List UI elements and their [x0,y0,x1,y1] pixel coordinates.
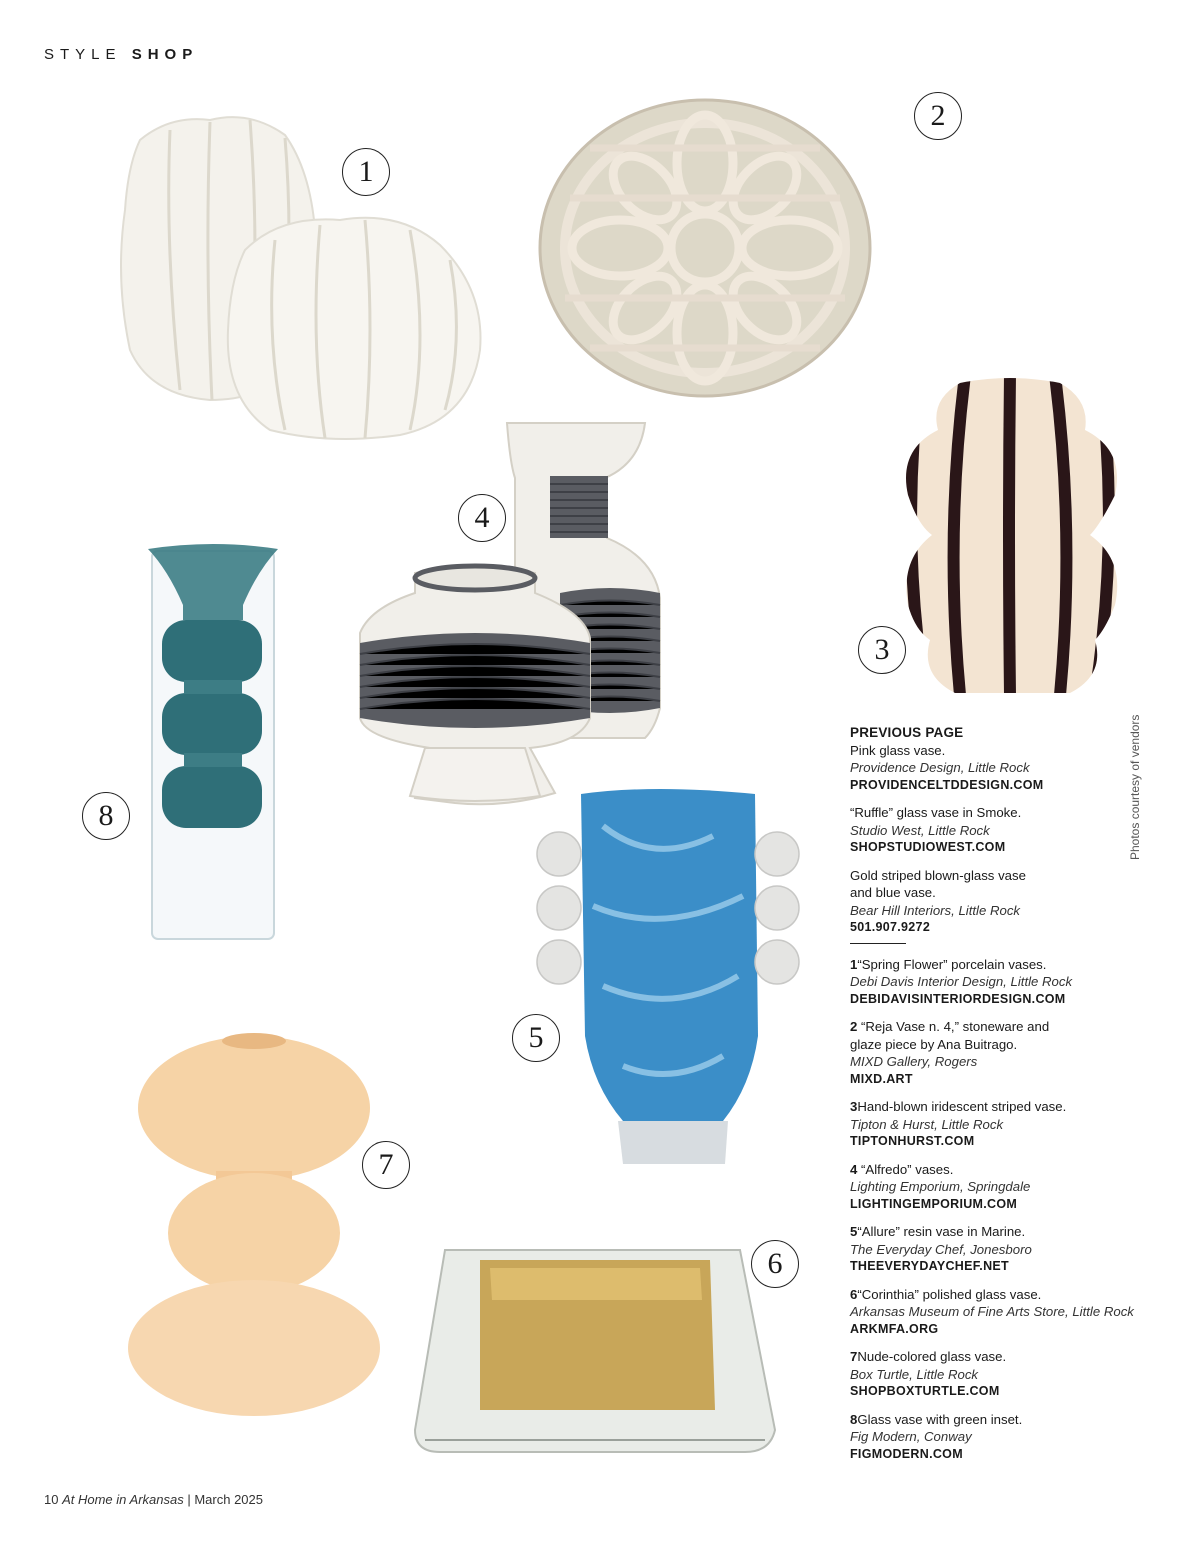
item-number: 1 [850,956,858,972]
item-description: Gold striped blown-glass vase and blue vase. [850,867,1026,900]
product-image-5 [533,786,803,1171]
previous-item [850,867,1150,937]
item-description: Hand-blown iridescent striped vase. [857,1099,1067,1114]
credit-item [850,1161,1150,1214]
item-url: 501.907.9272 [850,920,931,934]
item-store: Debi Davis Interior Design, Little Rock [850,974,1073,989]
previous-page-heading: PREVIOUS PAGE [850,725,964,740]
item-description: Nude-colored glass vase. [857,1349,1007,1364]
magazine-name: At Home in Arkansas [62,1492,184,1507]
item-description: “Spring Flower” porcelain vases. [857,956,1047,972]
item-store: Lighting Emporium, Springdale [850,1179,1031,1194]
credits-column [850,724,1150,1473]
product-image-4 [355,418,665,803]
badge-1: 1 [342,148,390,196]
section-divider [850,943,906,944]
section-label: STYLE [44,46,122,63]
photo-credit [1128,700,1146,860]
item-description: “Reja Vase n. 4,” stoneware and glaze piece by Ana Buitrago. [850,1019,1050,1052]
page-number: 10 [44,1492,59,1507]
badge-3: 3 [858,626,906,674]
product-image-8 [148,545,278,943]
badge-8: 8 [82,792,130,840]
item-url: PROVIDENCELTDDESIGN.COM [850,777,1044,792]
badge-2: 2 [914,92,962,140]
item-url: TIPTONHURST.COM [850,1134,975,1148]
item-store: Tipton & Hurst, Little Rock [850,1116,1004,1132]
item-description: “Allure” resin vase in Marine. [857,1224,1026,1239]
item-number: 7 [850,1349,858,1364]
item-number: 6 [850,1286,858,1302]
previous-item [850,804,1150,857]
item-number: 8 [850,1411,858,1427]
badge-5: 5 [512,1014,560,1062]
item-number: 3 [850,1099,858,1114]
product-image-2 [530,88,880,408]
item-store: Studio West, Little Rock [850,822,990,838]
credit-item [850,1098,1150,1151]
previous-item [850,742,1150,795]
item-store: Providence Design, Little Rock [850,760,1030,775]
credit-item [850,1348,1150,1401]
item-url: SHOPSTUDIOWEST.COM [850,840,1006,854]
item-number: 5 [850,1224,858,1239]
product-image-1 [110,100,490,440]
item-description: Glass vase with green inset. [857,1411,1023,1427]
credit-item [850,1286,1150,1339]
subsection-label: SHOP [131,46,199,63]
item-store: Box Turtle, Little Rock [850,1366,979,1382]
item-number: 2 [850,1019,858,1034]
item-store: Fig Modern, Conway [850,1429,972,1444]
item-description: Pink glass vase. [850,742,946,758]
item-url: FIGMODERN.COM [850,1446,963,1461]
item-store: Arkansas Museum of Fine Arts Store, Little Rock [850,1304,1134,1319]
item-url: SHOPBOXTURTLE.COM [850,1384,1000,1398]
product-image-7 [128,1033,383,1418]
item-url: MIXD.ART [850,1071,913,1086]
item-description: “Alfredo” vases. [857,1161,954,1177]
badge-6: 6 [751,1240,799,1288]
badge-7: 7 [362,1141,410,1189]
credit-item [850,1223,1150,1276]
product-image-6 [410,1240,780,1455]
badge-4: 4 [458,494,506,542]
item-description: “Ruffle” glass vase in Smoke. [850,805,1022,820]
item-url: LIGHTINGEMPORIUM.COM [850,1196,1018,1211]
item-number: 4 [850,1161,858,1177]
item-url: ARKMFA.ORG [850,1321,939,1336]
item-store: Bear Hill Interiors, Little Rock [850,902,1021,918]
page-footer [44,1492,263,1507]
credit-item [850,1018,1150,1088]
item-store: MIXD Gallery, Rogers [850,1054,978,1069]
item-description: “Corinthia” polished glass vase. [857,1286,1042,1302]
item-url: THEEVERYDAYCHEF.NET [850,1259,1009,1273]
issue-date: | March 2025 [187,1492,263,1507]
product-image-3 [890,375,1130,695]
section-header [44,46,198,63]
item-store: The Everyday Chef, Jonesboro [850,1241,1032,1257]
item-url: DEBIDAVISINTERIORDESIGN.COM [850,991,1066,1006]
credit-item [850,1411,1150,1464]
credit-item [850,956,1150,1009]
photo-credit-text: Photos courtesy of vendors [1128,714,1142,860]
